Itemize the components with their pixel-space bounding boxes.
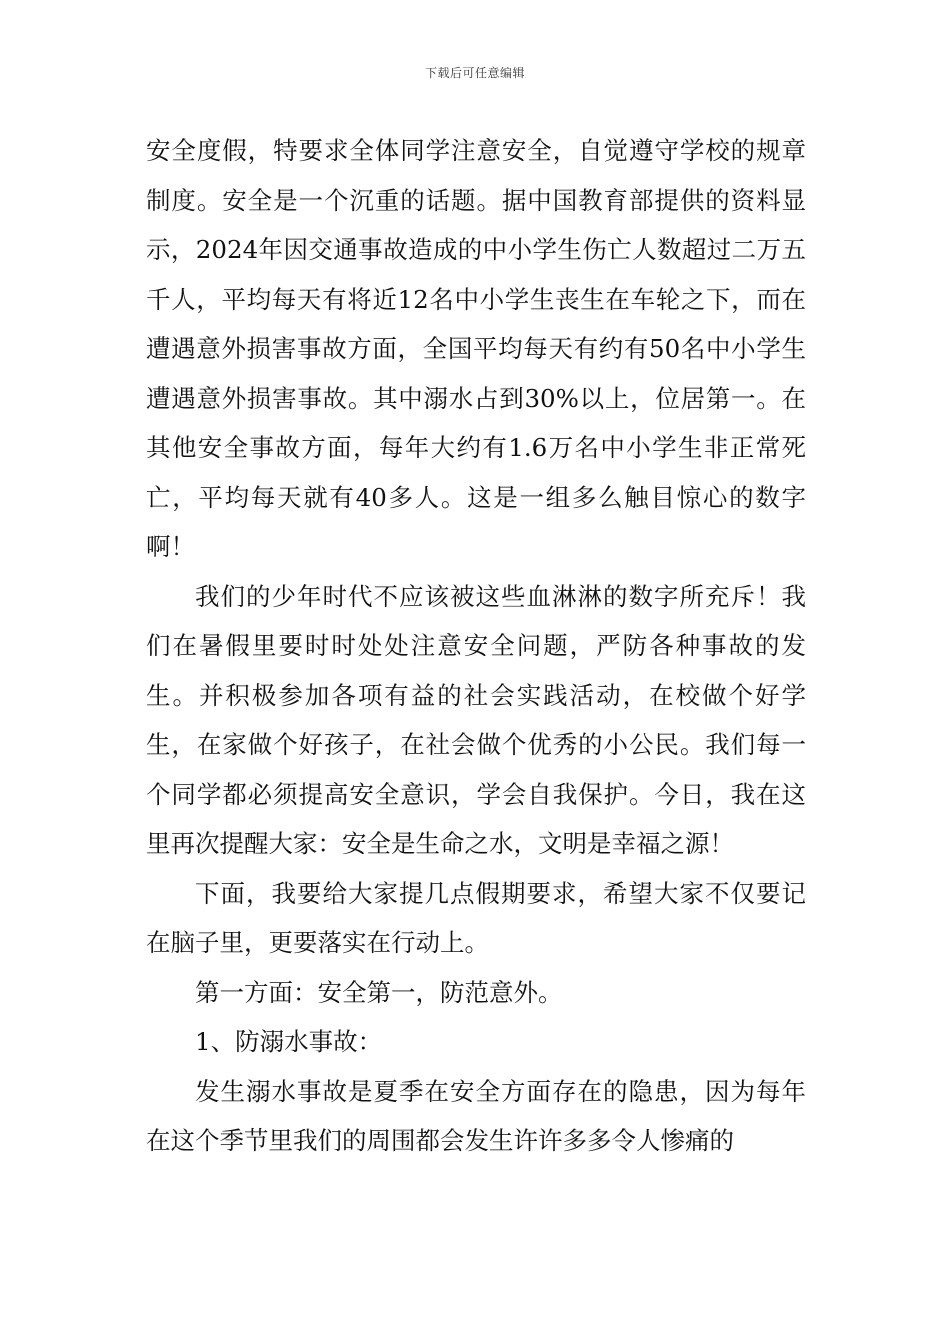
section-heading-safety-first: 第一方面：安全第一，防范意外。	[195, 977, 563, 1007]
item-heading-drowning: 1、防溺水事故：	[195, 1027, 383, 1056]
paragraph-drowning: 发生溺水事故是夏季在安全方面存在的隐患，因为每年在这个季节里我们的周围都会发生许许多多令人惨痛的	[146, 1076, 806, 1155]
paragraph-safety-appeal: 我们的少年时代不应该被这些血淋淋的数字所充斥！我们在暑假里要时时处处注意安全问题，严防各种事故的发生。并积极参加各项有益的社会实践活动，在校做个好学生，在家做个好孩子，在社会做个优秀的小公民。我们每一个同学都必须提高安全意识，学会自我保护。今日，我在这里再次提醒大家：安全是生命之水，文明是幸福之源！	[146, 581, 806, 858]
page-header: 下载后可任意编辑	[424, 66, 525, 80]
paragraph-statistics: 安全度假，特要求全体同学注意安全，自觉遵守学校的规章制度。安全是一个沉重的话题。据中国教育部提供的资料显示，2024年因交通事故造成的中小学生伤亡人数超过二万五千人，平均每天有将近12名中小学生丧生在车轮之下，而在遭遇意外损害事故方面，全国平均每天有约有50名中小学生遭遇意外损害事故。其中溺水占到30%以上，位居第一。在其他安全事故方面，每年大约有1.6万名中小学生非正常死亡，平均每天就有40多人。这是一组多么触目惊心的数字啊！	[146, 136, 806, 561]
document-body	[146, 126, 806, 1166]
paragraph-requirements-intro: 下面，我要给大家提几点假期要求，希望大家不仅要记在脑子里，更要落实在行动上。	[146, 878, 806, 957]
